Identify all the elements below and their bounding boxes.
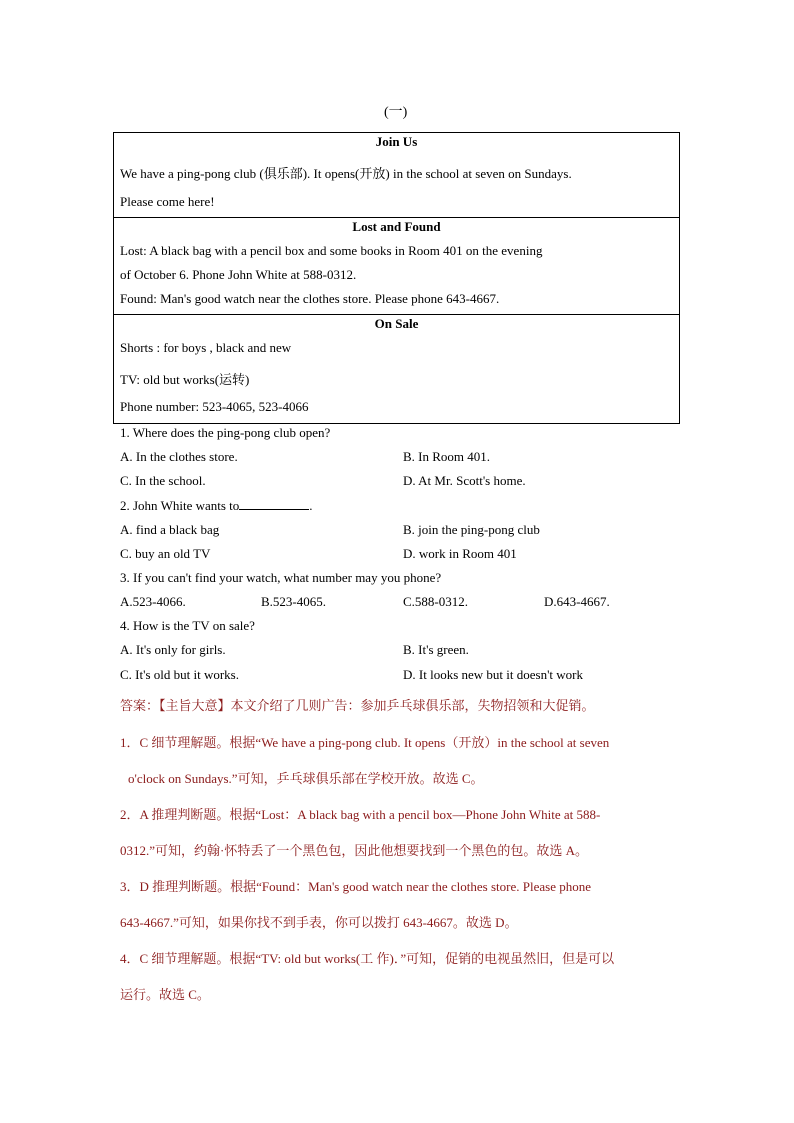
answer-2-line1: 2．A 推理判断题。根据“Lost：A black bag with a pencil box—Phone John White at 588- (120, 807, 601, 822)
question-3-option-b: B.523-4065. (261, 594, 326, 609)
question-3-option-a: A.523-4066. (120, 594, 186, 609)
question-2-stem-text: 2. John White wants to (120, 498, 240, 513)
question-2-option-b: B. join the ping-pong club (403, 522, 540, 537)
answer-blank (239, 499, 309, 510)
question-3-option-d: D.643-4667. (544, 594, 610, 609)
ad-sale-line2: TV: old but works(运转) (120, 372, 250, 387)
answer-summary: 答案：【主旨大意】本文介绍了几则广告：参加乒乓球俱乐部，失物招领和大促销。 (120, 698, 595, 713)
ad-join-line2: Please come here! (120, 194, 215, 209)
answer-2-line2: 0312.”可知，约翰·怀特丢了一个黑色包，因此他想要找到一个黑色的包。故选 A。 (120, 843, 588, 858)
ad-join-title: Join Us (375, 134, 418, 149)
ad-join-line1: We have a ping-pong club (俱乐部). It opens(开放) in the school at seven on Sundays. (120, 166, 572, 181)
question-4-stem: 4. How is the TV on sale? (120, 618, 255, 633)
ad-lost-line3: Found: Man's good watch near the clothes store. Please phone 643-4667. (120, 291, 500, 306)
question-2-option-c: C. buy an old TV (120, 546, 211, 561)
question-1-stem: 1. Where does the ping-pong club open? (120, 425, 331, 440)
ad-on-sale (113, 314, 680, 424)
ad-lost-title: Lost and Found (352, 219, 441, 234)
question-1-option-a: A. In the clothes store. (120, 449, 238, 464)
answer-3-line1: 3．D 推理判断题。根据“Found：Man's good watch near the clothes store. Please phone (120, 879, 591, 894)
section-heading: (一) (384, 105, 408, 120)
answer-3-line2: 643-4667.”可知，如果你找不到手表，你可以拨打 643-4667。故选 D。 (120, 915, 518, 930)
question-1-option-c: C. In the school. (120, 473, 206, 488)
question-1-option-d: D. At Mr. Scott's home. (403, 473, 526, 488)
question-4-option-b: B. It's green. (403, 642, 469, 657)
question-2-stem-end: . (309, 498, 313, 513)
question-4-option-c: C. It's old but it works. (120, 667, 239, 682)
ad-sale-line1: Shorts : for boys , black and new (120, 340, 292, 355)
question-4-option-a: A. It's only for girls. (120, 642, 226, 657)
ad-lost-line2: of October 6. Phone John White at 588-0312. (120, 267, 357, 282)
ad-join-us (113, 132, 680, 217)
answer-1-line2: o'clock on Sundays.”可知，乒乓球俱乐部在学校开放。故选 C。 (128, 771, 484, 786)
answer-1-line1: 1．C 细节理解题。根据“We have a ping-pong club. It opens（开放）in the school at seven (120, 735, 610, 750)
question-1-option-b: B. In Room 401. (403, 449, 491, 464)
question-2-stem (120, 498, 313, 514)
ad-lost-found (113, 217, 680, 314)
answer-4-line1: 4．C 细节理解题。根据“TV: old but works(工 作)．”可知，促销的电视虽然旧，但是可以 (120, 951, 615, 966)
question-3-stem: 3. If you can't find your watch, what number may you phone? (120, 570, 442, 585)
question-2-option-a: A. find a black bag (120, 522, 220, 537)
ad-sale-title: On Sale (374, 316, 419, 331)
ad-lost-line1: Lost: A black bag with a pencil box and some books in Room 401 on the evening (120, 243, 543, 258)
ad-sale-line3: Phone number: 523-4065, 523-4066 (120, 399, 309, 414)
ads-table (113, 132, 680, 424)
question-3-option-c: C.588-0312. (403, 594, 468, 609)
answer-4-line2: 运行。故选 C。 (120, 987, 210, 1002)
question-4-option-d: D. It looks new but it doesn't work (403, 667, 583, 682)
question-2-option-d: D. work in Room 401 (403, 546, 517, 561)
